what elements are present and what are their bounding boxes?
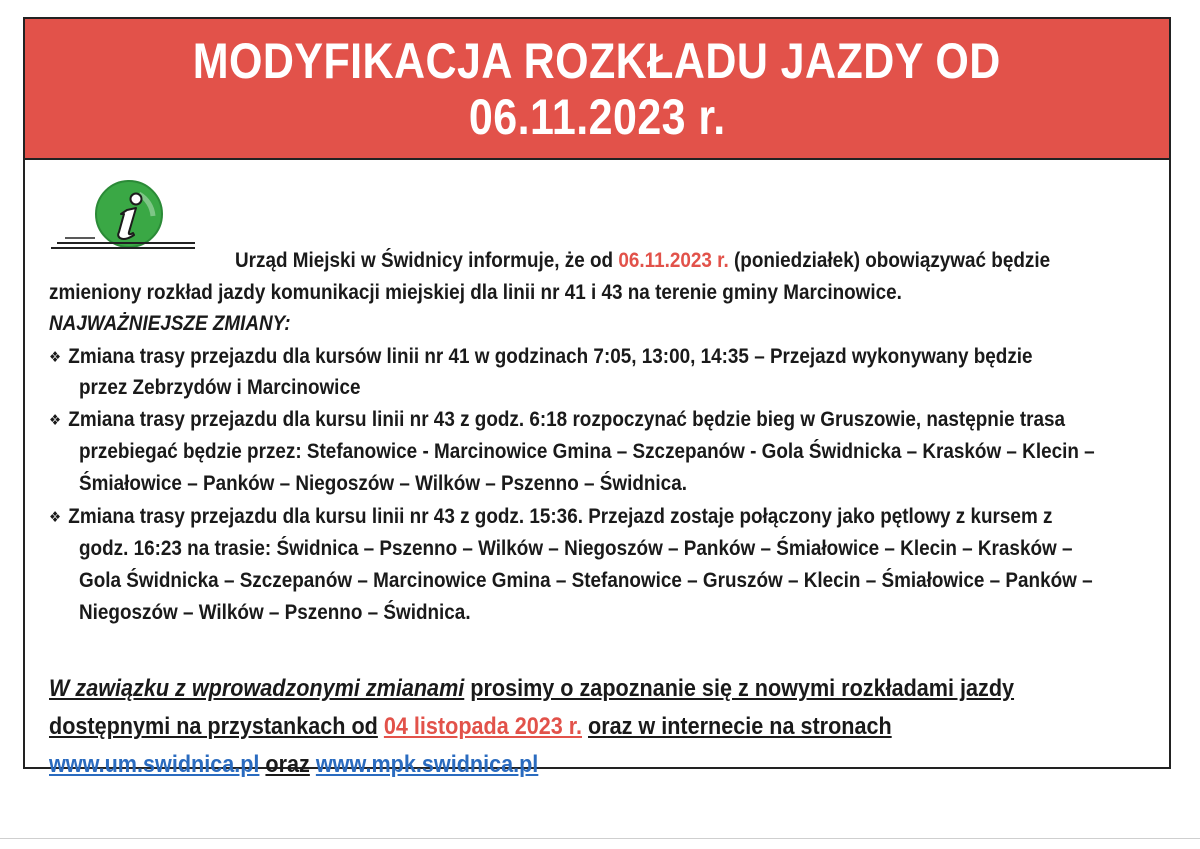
- intro-text-a: Urząd Miejski w Świdnicy informuje, że od: [235, 249, 614, 272]
- closing-line-3: [49, 748, 1145, 782]
- effective-date: 06.11.2023 r.: [618, 249, 729, 272]
- closing-line-1: [49, 672, 1145, 706]
- bullet-2-line-3: Śmiałowice – Panków – Niegoszów – Wilków – Pszenno – Świdnica.: [79, 472, 687, 495]
- bullet-3-line-1: ❖ Zmiana trasy przejazdu dla kursu linii nr 43 z godz. 15:36. Przejazd zostaje połączony jako pętlowy z kursem z: [49, 505, 1053, 528]
- closing-italic: W zawiązku z wprowadzonymi zmianami: [49, 675, 465, 702]
- bullet-1-line-2: przez Zebrzydów i Marcinowice: [79, 376, 361, 399]
- bullet-3-line-2: godz. 16:23 na trasie: Świdnica – Pszenno – Wilków – Niegoszów – Panków – Śmiałowice – Klecin – Krasków –: [79, 537, 1073, 560]
- bullet-2-line-1: ❖ Zmiana trasy przejazdu dla kursu linii nr 43 z godz. 6:18 rozpoczynać będzie bieg w Gruszowie, następnie trasa: [49, 408, 1066, 431]
- intro-text-c: zmieniony rozkład jazdy komunikacji miejskiej dla linii nr 41 i 43 na terenie gminy Marcinowice.: [49, 281, 902, 304]
- title-banner: [25, 19, 1169, 160]
- section-heading: NAJWAŻNIEJSZE ZMIANY:: [49, 312, 291, 335]
- intro-text-b: (poniedziałek) obowiązywać będzie: [733, 249, 1051, 272]
- bullet-2-line-2: przebiegać będzie przez: Stefanowice - Marcinowice Gmina – Szczepanów - Gola Świdnicka – Krasków – Klecin –: [79, 440, 1095, 463]
- link-um-swidnica[interactable]: www.um.swidnica.pl: [49, 751, 260, 778]
- closing-text-c: oraz w internecie na stronach: [588, 713, 892, 740]
- intro-line-2: [49, 278, 1145, 308]
- info-icon: [45, 180, 195, 252]
- bullet-diamond-icon: ❖: [49, 349, 62, 366]
- announcement-body: [25, 160, 1169, 778]
- link-mpk-swidnica[interactable]: www.mpk.swidnica.pl: [315, 751, 539, 778]
- bullet-1-line-1: ❖ Zmiana trasy przejazdu dla kursów linii nr 41 w godzinach 7:05, 13:00, 14:35 – Przejazd wykonywany będzie: [49, 345, 1033, 368]
- closing-date: 04 listopada 2023 r.: [383, 713, 582, 740]
- closing-joiner: oraz: [265, 751, 310, 778]
- bullet-diamond-icon: ❖: [49, 509, 62, 526]
- closing-line-2: [49, 710, 1145, 744]
- bullet-3-line-4: Niegoszów – Wilków – Pszenno – Świdnica.: [79, 601, 471, 624]
- announcement-frame: [23, 17, 1171, 778]
- bullet-diamond-icon: ❖: [49, 412, 62, 429]
- section-heading-row: [49, 309, 1145, 339]
- bullet-3-line-3: Gola Świdnicka – Szczepanów – Marcinowice Gmina – Stefanowice – Gruszów – Klecin – Śmiałowice – Panków –: [79, 569, 1093, 592]
- title-line-1: MODYFIKACJA ROZKŁADU JAZDY OD: [193, 32, 1001, 89]
- page-bottom-rule: [0, 838, 1200, 839]
- closing-text-b: dostępnymi na przystankach od: [49, 713, 378, 740]
- title-line-2: 06.11.2023 r.: [468, 88, 726, 145]
- intro-line-1: [235, 246, 1145, 276]
- closing-text-a: prosimy o zapoznanie się z nowymi rozkładami jazdy: [470, 675, 1015, 702]
